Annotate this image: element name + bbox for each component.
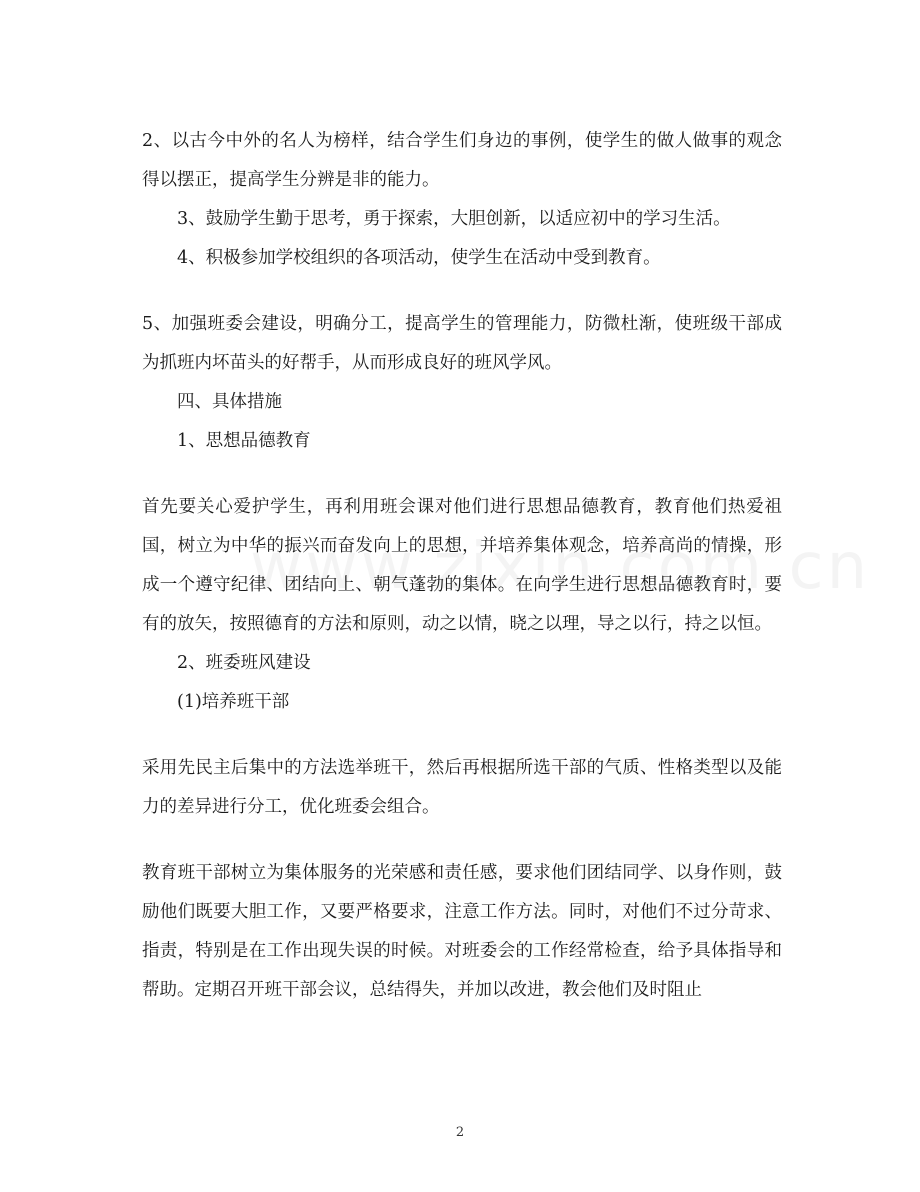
- paragraph-item-2: 2、以古今中外的名人为榜样，结合学生们身边的事例，使学生的做人做事的观念得以摆正，提高学生分辨是非的能力。: [142, 131, 782, 190]
- paragraph-item-3: 3、鼓励学生勤于思考，勇于探索，大胆创新，以适应初中的学习生活。: [177, 209, 731, 229]
- subheading-moral-education: 1、思想品德教育: [177, 431, 311, 451]
- page-number: 2: [455, 1125, 465, 1140]
- paragraph-moral-education: 首先要关心爱护学生，再利用班会课对他们进行思想品德教育，教育他们热爱祖国，树立为中华的振兴而奋发向上的思想，并培养集体观念，培养高尚的情操，形成一个遵守纪律、团结向上、朝气蓬勃的集体。在向学生进行思想品德教育时，要有的放矢，按照德育的方法和原则，动之以情，晓之以理，导之以行，持之以恒。: [142, 497, 782, 634]
- subheading-train-cadres: (1)培养班干部: [177, 692, 290, 712]
- paragraph-election: 采用先民主后集中的方法选举班干，然后再根据所选干部的气质、性格类型以及能力的差异进行分工，优化班委会组合。: [142, 758, 782, 817]
- document-body: [142, 122, 782, 1010]
- subheading-class-committee: 2、班委班风建设: [177, 653, 311, 673]
- paragraph-item-5: 5、加强班委会建设，明确分工，提高学生的管理能力，防微杜渐，使班级干部成为抓班内坏苗头的好帮手，从而形成良好的班风学风。: [142, 314, 782, 373]
- paragraph-item-4: 4、积极参加学校组织的各项活动，使学生在活动中受到教育。: [177, 248, 661, 268]
- paragraph-cadre-education: 教育班干部树立为集体服务的光荣感和责任感，要求他们团结同学、以身作则，鼓励他们既要大胆工作，又要严格要求，注意工作方法。同时，对他们不过分苛求、指责，特别是在工作出现失误的时候。对班委会的工作经常检查，给予具体指导和帮助。定期召开班干部会议，总结得失，并加以改进，教会他们及时阻止: [142, 863, 782, 1000]
- section-heading-measures: 四、具体措施: [177, 392, 282, 412]
